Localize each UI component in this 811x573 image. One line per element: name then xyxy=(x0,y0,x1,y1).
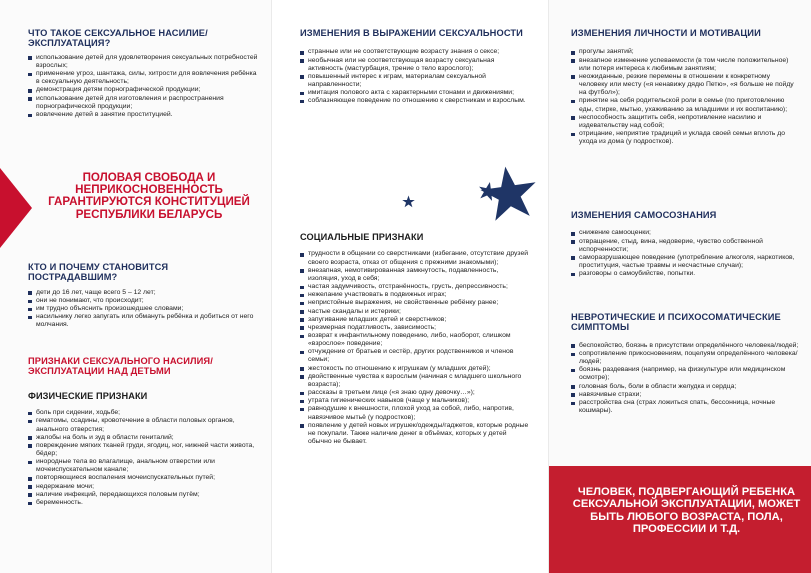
list-item: непристойные выражения, не свойственные ребёнку ранее; xyxy=(300,299,530,307)
list-item: демонстрация детям порнографической продукции; xyxy=(28,86,258,94)
sexuality-list xyxy=(300,48,528,105)
list-item: появление у детей новых игрушек/одежды/гаджетов, которые родные не покупали. Также наличие денег в объёмах, которых у детей обычно не бывает. xyxy=(300,422,530,446)
social-list xyxy=(300,250,530,446)
list-item: жалобы на боль и зуд в области гениталий; xyxy=(28,434,258,442)
signs-section xyxy=(28,356,258,507)
list-item: неожиданные, резкие перемены в отношении к конкретному человеку или месту («я ненавижу дядю Петю», «я больше не пойду на футбол»); xyxy=(571,73,799,97)
constitution-slogan: ПОЛОВАЯ СВОБОДА И НЕПРИКОСНОВЕННОСТЬ ГАРАНТИРУЮТСЯ КОНСТИТУЦИЕЙ РЕСПУБЛИКИ БЕЛАРУСЬ xyxy=(48,171,250,221)
list-item: боль при сидении, ходьбе; xyxy=(28,409,258,417)
what-list xyxy=(28,54,258,119)
neurotic-list xyxy=(571,342,799,415)
who-list xyxy=(28,289,258,330)
list-item: использование детей для изготовления и распространения порнографической продукции; xyxy=(28,95,258,111)
personality-section xyxy=(571,28,799,146)
list-item: головная боль, боли в области желудка и сердца; xyxy=(571,383,799,391)
list-item: боязнь раздевания (например, на физкультуре или медицинском осмотре); xyxy=(571,366,799,382)
list-item: гематомы, ссадины, кровотечение в области половых органов, анального отверстия; xyxy=(28,417,258,433)
list-item: принятие на себя родительской роли в семье (по приготовлению еды, стирке, мытью, ухаживанию за младшими и их воспитанию); xyxy=(571,97,799,113)
physical-signs-title: ФИЗИЧЕСКИЕ ПРИЗНАКИ xyxy=(28,390,148,401)
sexuality-section xyxy=(300,28,528,106)
list-item: имитация полового акта с характерными стонами и движениями; xyxy=(300,89,528,97)
sexuality-title: ИЗМЕНЕНИЯ В ВЫРАЖЕНИИ СЕКСУАЛЬНОСТИ xyxy=(300,28,523,38)
list-item: недержание мочи; xyxy=(28,483,258,491)
warning-banner-text: ЧЕЛОВЕК, ПОДВЕРГАЮЩИЙ РЕБЕНКА СЕКСУАЛЬНОЙ ЭКСПЛУАТАЦИИ, МОЖЕТ БЫТЬ ЛЮБОГО ВОЗРАСТА, ПОЛА, ПРОФЕССИИ И Т.Д. xyxy=(572,486,801,536)
neurotic-section xyxy=(571,312,799,415)
list-item: трудности в общении со сверстниками (избегание, отсутствие друзей своего возраста, отказ от общения с прежними знакомыми); xyxy=(300,250,530,266)
list-item: им трудно объяснить произошедшее словами; xyxy=(28,305,258,313)
list-item: повышенный интерес к играм, материалам сексуальной направленности; xyxy=(300,73,528,89)
who-title: КТО И ПОЧЕМУ СТАНОВИТСЯ ПОСТРАДАВШИМ? xyxy=(28,262,169,283)
list-item: частая задумчивость, отстранённость, грусть, депрессивность; xyxy=(300,283,530,291)
list-item: равнодушие к внешности, плохой уход за собой, либо, напротив, навязчивое мытьё (у подростков); xyxy=(300,405,530,421)
list-item: дети до 16 лет, чаще всего 5 – 12 лет; xyxy=(28,289,258,297)
list-item: странные или не соответствующие возрасту знания о сексе; xyxy=(300,48,528,56)
list-item: снижение самооценки; xyxy=(571,229,799,237)
what-section xyxy=(28,28,258,119)
list-item: они не понимают, что происходит; xyxy=(28,297,258,305)
neurotic-title: НЕВРОТИЧЕСКИЕ И ПСИХОСОМАТИЧЕСКИЕ СИМПТОМЫ xyxy=(571,312,781,333)
personality-list xyxy=(571,48,799,146)
list-item: разговоры о самоубийстве, попытки. xyxy=(571,270,799,278)
panel-middle xyxy=(272,0,549,573)
personality-title: ИЗМЕНЕНИЯ ЛИЧНОСТИ И МОТИВАЦИИ xyxy=(571,28,761,38)
star-small-icon xyxy=(402,195,415,208)
list-item: частые скандалы и истерики; xyxy=(300,308,530,316)
list-item: применение угроз, шантажа, силы, хитрости для вовлечения ребёнка в сексуальную деятельность; xyxy=(28,70,258,86)
social-title: СОЦИАЛЬНЫЕ ПРИЗНАКИ xyxy=(300,232,424,242)
social-section xyxy=(300,232,530,446)
list-item: отчуждение от братьев и сестёр, других родственников и членов семьи; xyxy=(300,348,530,364)
who-section xyxy=(28,262,258,330)
list-item: соблазняющее поведение по отношению к сверстникам и взрослым. xyxy=(300,97,528,105)
list-item: прогулы занятий; xyxy=(571,48,799,56)
list-item: внезапная, немотивированная замкнутость, подавленность, изоляция, уход в себя; xyxy=(300,267,530,283)
signs-title: ПРИЗНАКИ СЕКСУАЛЬНОГО НАСИЛИЯ/ЭКСПЛУАТАЦИИ НАД ДЕТЬМИ xyxy=(28,356,213,377)
list-item: повторяющиеся воспаления мочеиспускательных путей; xyxy=(28,474,258,482)
physical-signs-list xyxy=(28,409,258,507)
list-item: навязчивые страхи; xyxy=(571,391,799,399)
list-item: внезапное изменение успеваемости (в том числе положительное) или потеря интереса к любимым занятиям; xyxy=(571,57,799,73)
list-item: использование детей для удовлетворения сексуальных потребностей взрослых; xyxy=(28,54,258,70)
list-item: насильнику легко запугать или обмануть ребёнка и добиться от него молчания. xyxy=(28,313,258,329)
red-triangle-decoration xyxy=(0,168,32,248)
list-item: беспокойство, боязнь в присутствии определённого человека/людей; xyxy=(571,342,799,350)
panel-left xyxy=(0,0,272,573)
list-item: повреждение мягких тканей груди, ягодиц, ног, нижней части живота, бёдер; xyxy=(28,442,258,458)
list-item: вовлечение детей в занятие проституцией. xyxy=(28,111,258,119)
list-item: отрицание, неприятие традиций и уклада своей семьи вплоть до ухода из дома (у подростков). xyxy=(571,130,799,146)
list-item: двойственные чувства к взрослым (начиная с младшего школьного возраста); xyxy=(300,373,530,389)
star-medium-icon xyxy=(478,181,498,201)
list-item: утрата гигиенических навыков (чаще у мальчиков); xyxy=(300,397,530,405)
list-item: запугивание младших детей и сверстников; xyxy=(300,316,530,324)
warning-banner xyxy=(549,466,811,573)
self-awareness-title: ИЗМЕНЕНИЯ САМОСОЗНАНИЯ xyxy=(571,210,717,220)
list-item: неспособность защитить себя, непротивление насилию и издевательству над собой; xyxy=(571,114,799,130)
list-item: саморазрушающее поведение (употребление алкоголя, наркотиков, проституция, частые травмы и несчастные случаи); xyxy=(571,254,799,270)
list-item: жестокость по отношению к игрушкам (у младших детей); xyxy=(300,365,530,373)
list-item: возврат к инфантильному поведению, либо, наоборот, слишком «взрослое» поведение; xyxy=(300,332,530,348)
list-item: чрезмерная податливость, зависимость; xyxy=(300,324,530,332)
list-item: нежелание участвовать в подвижных играх; xyxy=(300,291,530,299)
list-item: расстройства сна (страх ложиться спать, бессонница, ночные кошмары). xyxy=(571,399,799,415)
list-item: беременность. xyxy=(28,499,258,507)
self-awareness-section xyxy=(571,210,799,278)
list-item: отвращение, стыд, вина, недоверие, чувство собственной испорченности; xyxy=(571,238,799,254)
list-item: рассказы в третьем лице («я знаю одну девочку…»); xyxy=(300,389,530,397)
list-item: наличие инфекций, передающихся половым путём; xyxy=(28,491,258,499)
what-title: ЧТО ТАКОЕ СЕКСУАЛЬНОЕ НАСИЛИЕ/ЭКСПЛУАТАЦИЯ? xyxy=(28,28,208,49)
list-item: сопротивление прикосновениям, поцелуям определённого человека/людей; xyxy=(571,350,799,366)
list-item: необычная или не соответствующая возрасту сексуальная активность (мастурбация, трение о тело взрослого); xyxy=(300,57,528,73)
self-awareness-list xyxy=(571,229,799,278)
list-item: инородные тела во влагалище, анальном отверстии или мочеиспускательном канале; xyxy=(28,458,258,474)
